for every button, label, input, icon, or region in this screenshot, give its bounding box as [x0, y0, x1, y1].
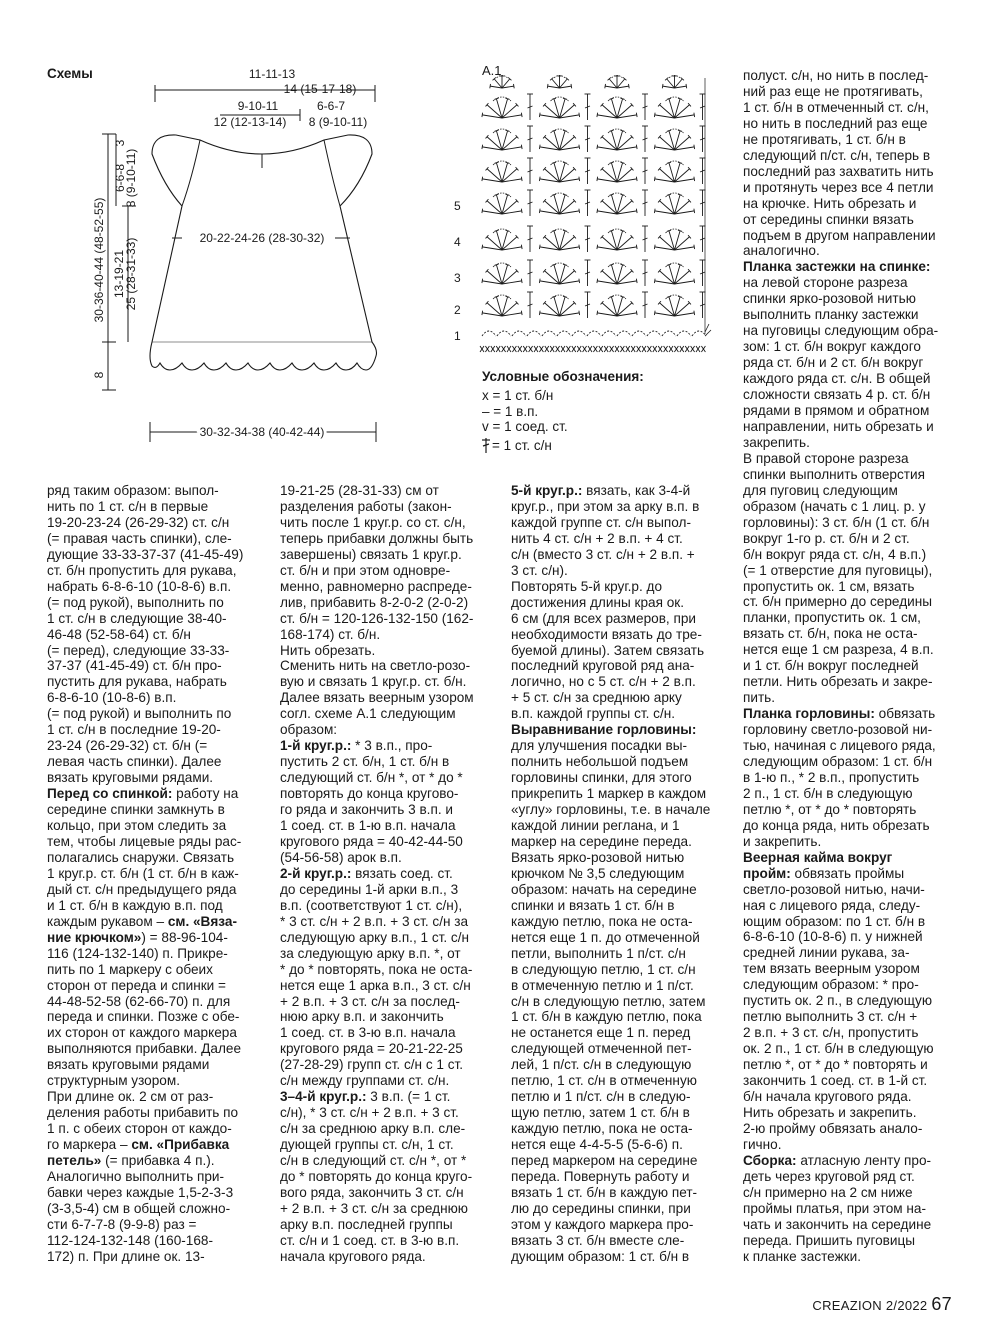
dc-symbol-icon [480, 437, 492, 453]
dim-vert-top: 3 [113, 139, 127, 147]
chart-fan [654, 229, 694, 250]
chart-sc-mark [556, 346, 560, 352]
dim-width-mid: 20-22-24-26 (28-30-32) [199, 231, 325, 245]
chart-row-label: 4 [454, 235, 461, 249]
chart-sc-mark [588, 346, 592, 352]
legend-item-dc-text: = 1 ст. с/н [492, 438, 552, 453]
chart-row-label: 3 [454, 271, 461, 285]
chart-sc-mark [545, 346, 549, 352]
chart-sc-mark [518, 346, 522, 352]
chart-chain-arc [587, 331, 601, 336]
chart-sc-mark [593, 346, 597, 352]
chart-sc-mark [701, 346, 705, 352]
chart-sc-mark [534, 346, 538, 352]
chart-sc-mark [631, 346, 635, 352]
chart-sc-mark [566, 346, 570, 352]
chart-chain-arc [602, 331, 616, 336]
dress-outline [150, 135, 377, 370]
chart-fan [482, 229, 522, 250]
chart-sc-mark [653, 346, 657, 352]
chart-sc-mark [664, 346, 668, 352]
col1-text-d: (= прибавка 4 п.). Аналогично выполнить при- бавки через каждые 1,5-2-3-3 (3-3,5-4) см в общей сложно- сти 6-7-7-8 (9-9-8) раз = 112-124-132-148 (160-168- 172) п. При длине ок. 13- [47, 1153, 234, 1264]
crochet-chart-a1 [450, 74, 725, 359]
dress-schematic [80, 60, 400, 455]
chart-sc-mark [529, 346, 533, 352]
dim-top1: 11-11-13 [248, 67, 296, 81]
col4-heading-placket: Планка застежки на спинке: [743, 259, 931, 275]
col3-text-b: для улучшения посадки вы- полнить небольшой подъем горловины спинки, для этого прикрепить 1 маркер в каждом «углу» горловины, т.е. в начале каждой линии реглана, и 1 маркер на середине переда. Вязать ярко-розовой нитью крючком № 3,5 следующим образом: начать на середине спинки и вязать 1 ст. б/н в каждую петлю, пока не оста- нется еще 1 п. до отмеченной петли, выполнить 1 п/ст. с/н в следующую петлю, 1 ст. с/н в отмеченную петлю и 1 п/ст. с/н в следующую петлю, затем 1 ст. б/н в каждую петлю, пока не останется еще 1 п. перед следующей отмеченной пет- лей, 1 п/ст. с/н в следующую петлю, 1 ст. с/н в отмеченную петлю и 1 п/ст. с/н в следую- щую петлю, затем 1 ст. б/н в каждую петлю, пока не оста- нется еще 4-4-5-5 (5-6-6) п. перед маркером на середине переда. Повернуть работу и вязать 1 ст. б/н в каждую пет- лю до середины спинки, при этом у каждого маркера про- вязать 3 ст. б/н вместе сле- дующим образом: 1 ст. б/н в [511, 738, 711, 1264]
col1-ref-increase: см. «Прибавка петель» [47, 1137, 230, 1169]
chart-chain-arc [677, 331, 691, 336]
chart-fan [539, 295, 579, 316]
text-column-2 [280, 483, 474, 1265]
dim-vert-mid-b: 25 (28-31-33) [124, 237, 138, 311]
chart-sc-mark [523, 346, 527, 352]
chart-fan [654, 295, 694, 316]
chart-fan [539, 193, 579, 214]
col3-text-a: вязать, как 3-4-й круг.р., при этом за арку в.п. в каждой группе ст. с/н выпол- нить 4 ст. с/н + 2 в.п. + 4 ст. с/н (вместо 3 ст. с/н + 2 в.п. + 3 ст. с/н). Повторять 5-й круг.р. до достижения длины края ок. 6 см (для всех размеров, при необходимости вязать до тре- буемой длины). Затем связать последний круговой ряд ана- логично, но с 5 ст. с/н + 2 в.п. + 5 ст. с/н за среднюю арку в.п. каждой группы ст. с/н. [511, 483, 705, 722]
chart-sc-mark [626, 346, 630, 352]
chart-fan [662, 75, 686, 88]
chart-fan [605, 75, 629, 88]
chart-chain-arc [542, 331, 556, 336]
col2-heading-round2: 2-й круг.р.: [280, 865, 352, 881]
legend-item-dc [480, 437, 552, 453]
chart-row-label: 2 [454, 303, 461, 317]
chart-sc-mark [615, 346, 619, 352]
chart-title: A.1 [482, 63, 502, 78]
chart-sc-mark [642, 346, 646, 352]
dim-top2: 14 (15-17-18) [283, 82, 357, 96]
chart-fan [539, 263, 579, 284]
chart-fan [482, 129, 522, 150]
col2-heading-round3-4: 3–4-й круг.р.: [280, 1089, 367, 1105]
chart-sc-mark [620, 346, 624, 352]
chart-chain-arc [497, 331, 511, 336]
dim-shoulder-b: 8 (9-10-11) [308, 115, 368, 129]
chart-sc-mark [572, 346, 576, 352]
chart-fan [597, 263, 637, 284]
chart-fan [654, 129, 694, 150]
chart-sc-mark [550, 346, 554, 352]
chart-fan [597, 229, 637, 250]
dim-vert-mid-a: 13-19-21 [112, 249, 126, 299]
chart-fan [539, 97, 579, 118]
col2-text-a: 19-21-25 (28-31-33) см от разделения работы (закон- чить после 1 круг.р. со ст. с/н, теперь прибавки должны быть завершены) связать 1 круг.р. ст. б/н и при этом одновре- менно, равномерно распреде- лив, прибавить 8-2-0-2 (2-0-2) ст. б/н = 120-126-132-150 (162- 168-174) ст. б/н. Нить обрезать. Сменить нить на светло-розо- вую и связать 1 круг.р. ст. б/н. Далее вязать веерным узором согл. схеме А.1 следующим образом: [280, 483, 474, 738]
chart-fan [597, 97, 637, 118]
chart-sc-mark [496, 346, 500, 352]
chart-sc-mark [583, 346, 587, 352]
chart-sc-mark [539, 346, 543, 352]
chart-fan [482, 161, 522, 182]
chart-fan [490, 75, 514, 88]
chart-fan [547, 75, 571, 88]
col3-heading-round5: 5-й круг.р.: [511, 483, 583, 498]
chart-fan [539, 129, 579, 150]
chart-chain-arc [572, 331, 586, 336]
col4-text-b: на левой стороне разреза спинки ярко-розовой нитью выполнить планку застежки на пуговицы следующим обра- зом: 1 ст. б/н вокруг каждого ряда ст. б/н и 2 ст. б/н вокруг каждого ряда ст. с/н. В общей сложности связать 4 р. ст. б/н рядами в прямом и обратном направлении, нить обрезать и закрепить. В правой стороне разреза спинки выполнить отверстия для пуговиц следующим образом (начать с 1 лиц. р. у горловины): 3 ст. б/н (1 ст. б/н вокруг 1-го р. ст. б/н и 2 ст. б/н вокруг ряда ст. с/н, 4 в.п.) (= 1 отверстие для пуговицы), пропустить ок. 1 см, вязать ст. б/н примерно до середины планки, пропустить ок. 1 см, вязать ст. б/н, пока не оста- нется еще 1 см разреза, 4 в.п. и 1 ст. б/н вокруг последней петли. Нить обрезать и закре- пить. [743, 275, 939, 706]
chart-fan [482, 295, 522, 316]
dim-vert-total: 30-36-40-44 (48-52-55) [92, 197, 106, 323]
col1-text: ряд таким образом: выпол- нить по 1 ст. с/н в первые 19-20-23-24 (26-29-32) ст. с/н (= правая часть спинки), сле- дующие 33-33-37-37 (41-45-49) ст. б/н пропустить для рукава, набрать 6-8-6-10 (10-8-6) в.п. (= под рукой), выполнить по 1 ст. с/н в следующие 38-40- 46-48 (52-58-64) ст. б/н (= перед), следующие 33-33- 37-37 (41-45-49) ст. б/н про- пустить для рукава, набрать 6-8-6-10 (10-8-6) в.п. (= под рукой) и выполнить по 1 ст. с/н в последние 19-20- 23-24 (26-29-32) ст. б/н (= левая часть спинки). Далее вязать круговыми рядами. [47, 483, 244, 786]
chart-fan [482, 193, 522, 214]
chart-sc-mark [604, 346, 608, 352]
text-column-4 [743, 68, 938, 1264]
dim-neck-b: 12 (12-13-14) [213, 115, 287, 129]
chart-fan [597, 295, 637, 316]
chart-sc-mark [658, 346, 662, 352]
col4-heading-armhole-edging: Веерная кайма вокруг пройм: [743, 849, 893, 881]
chart-fan [597, 129, 637, 150]
chart-chain-arc [692, 331, 706, 336]
chart-fan [597, 193, 637, 214]
chart-fan [654, 161, 694, 182]
dim-vert-bottom: 8 [92, 371, 106, 379]
col2-text-c: вязать соед. ст. до середины 1-й арки в.п., 3 в.п. (соответствуют 1 ст. с/н), * 3 ст. с/н + 2 в.п. + 3 ст. с/н за следующую арку в.п., 1 ст. с/н за следующую арку в.п. *, от * до * повторять, пока не оста- нется еще 1 арка в.п., 3 ст. с/н + 2 в.п. + 3 ст. с/н за послед- нюю арку в.п. и закончить 1 соед. ст. в 3-ю в.п. начала кругового ряда = 20-21-22-25 (27-28-29) групп ст. с/н с 1 ст. с/н между группами ст. с/н. [280, 865, 473, 1089]
chart-chain-arc [557, 331, 571, 336]
col4-text-d: обвязать проймы светло-розовой нитью, начи- ная с лицевого ряда, следу- ющим образом: по 1 ст. б/н в 6-8-6-10 (10-8-6) п. у нижней средней линии рукава, за- тем вязать веерным узором следующим образом: * про- пустить ок. 2 п., в следующую петлю выполнить 3 ст. с/н + 2 в.п. + 3 ст. с/н, пропустить ок. 2 п., 1 ст. б/н в следующую петлю *, от * до * повторять и закончить 1 соед. ст. в 1-й ст. б/н начала кругового ряда. Нить обрезать и закрепить. 2-ю пройму обвязать анало- гично. [743, 865, 934, 1152]
text-column-3 [511, 483, 710, 1265]
col1-text-b: работу на середине спинки замкнуть в кольцо, при этом следить за тем, чтобы лицевые ряды рас- полагались снаружи. Связать 1 круг.р. ст. б/н (1 ст. б/н в каж- дый ст. с/н предыдущего ряда и 1 ст. б/н в каждую в.п. под каждым рукавом – [47, 786, 242, 929]
chart-sc-mark [561, 346, 565, 352]
text-column-1 [47, 483, 243, 1265]
chart-row-label: 5 [454, 199, 461, 213]
chart-fan [539, 229, 579, 250]
chart-sc-mark [491, 346, 495, 352]
legend-item-ch: – = 1 в.п. [482, 404, 539, 419]
schemes-title: Схемы [47, 66, 93, 81]
col4-text-a: полуст. с/н, но нить в послед- ний раз еще не протягивать, 1 ст. б/н в отмеченный ст. с/н, но нить в последний раз еще не протягивать, 1 ст. б/н в следующий п/ст. с/н, теперь в последний раз захватить нить и протянуть через все 4 петли на крючке. Нить обрезать и от середины спинки вязать подъем в другом направлении аналогично. [743, 68, 936, 259]
col2-text-d: 3 в.п. (= 1 ст. с/н), * 3 ст. с/н + 2 в.п. + 3 ст. с/н за среднюю арку в.п. сле- дующей группы ст. с/н, 1 ст. с/н в следующий ст. с/н *, от * до * повторять до конца круго- вого ряда, закончить 3 ст. с/н + 2 в.п. + 3 ст. с/н за среднюю арку в.п. последней группы ст. с/н и 1 соед. ст. в 3-ю в.п. начала кругового ряда. [280, 1089, 473, 1264]
chart-sc-mark [507, 346, 511, 352]
chart-sc-mark [685, 346, 689, 352]
dim-vert-arm-a: 6-6-8 [113, 163, 127, 193]
col4-heading-assembly: Сборка: [743, 1152, 797, 1168]
chart-chain-arc [617, 331, 631, 336]
chart-sc-mark [691, 346, 695, 352]
chart-sc-mark [577, 346, 581, 352]
chart-fan [654, 263, 694, 284]
chart-fan [482, 263, 522, 284]
chart-row-label: 1 [454, 329, 461, 343]
chart-sc-mark [485, 346, 489, 352]
chart-sc-mark [599, 346, 603, 352]
chart-chain-arc [482, 331, 496, 336]
chart-chain-arc [632, 331, 646, 336]
col2-text-b: * 3 в.п., про- пустить 2 ст. б/н, 1 ст. б/н в следующий ст. б/н *, от * до * повторять до конца кругово- го ряда и закончить 3 в.п. и 1 соед. ст. в 1-ю в.п. начала кругового ряда = 40-42-44-50 (54-56-58) арок в.п. [280, 738, 463, 865]
chart-sc-mark [680, 346, 684, 352]
legend-item-slst: v = 1 соед. ст. [482, 419, 568, 434]
col1-text-c: ) = 88-96-104- 116 (124-132-140) п. Прикре- пить по 1 маркеру с обеих сторон от переда и спинки = 44-48-52-58 (62-66-70) п. для переда и спинки. Позже с обе- их сторон от каждого маркера выполняются прибавки. Далее вязать круговыми рядами структурным узором. При длине ок. 2 см от раз- деления работы прибавить по 1 п. с обеих сторон от каждо- го маркера – [47, 929, 242, 1153]
magazine-name: CREAZION 2/2022 [812, 1298, 928, 1313]
chart-sc-mark [696, 346, 700, 352]
chart-chain-arc [662, 331, 676, 336]
page-footer [812, 1294, 952, 1315]
chart-sc-mark [674, 346, 678, 352]
chart-sc-mark [669, 346, 673, 352]
chart-sc-mark [610, 346, 614, 352]
chart-sc-mark [647, 346, 651, 352]
legend-title: Условные обозначения: [482, 369, 644, 384]
chart-chain-arc [527, 331, 541, 336]
col3-heading-neckline: Выравнивание горловины: [511, 722, 697, 738]
chart-sc-mark [502, 346, 506, 352]
chart-sc-mark [512, 346, 516, 352]
col1-ref-crochet: см. «Вяза- ние крючком» [47, 913, 237, 945]
col1-heading-front-back: Перед со спинкой: [47, 786, 173, 802]
col2-heading-round1: 1-й круг.р.: [280, 738, 352, 754]
chart-fan [654, 193, 694, 214]
col4-text-c: обвязать горловину светло-розовой ни- тью, начиная с лицевого ряда, следующим образом: 1 ст. б/н в 1-ю п., * 2 в.п., пропустить 2 п., 1 ст. б/н в следующую петлю *, от * до * повторять до конца ряда, нить обрезать и закрепить. [743, 706, 936, 849]
col4-text-e: атласную ленту про- деть через круговой ряд ст. с/н примерно на 2 см ниже проймы платья, при этом на- чать и закончить на середине переда. Пришить пуговицы к планке застежки. [743, 1152, 932, 1264]
chart-chain-arc [647, 331, 661, 336]
page-number: 67 [931, 1294, 952, 1314]
dim-neck-a: 9-10-11 [237, 99, 279, 113]
dim-width-bottom: 30-32-34-38 (40-42-44) [199, 425, 325, 439]
chart-fan [539, 161, 579, 182]
chart-fan [482, 97, 522, 118]
chart-sc-mark [480, 346, 484, 352]
dim-shoulder-a: 6-6-7 [316, 99, 346, 113]
col4-heading-neckband: Планка горловины: [743, 706, 875, 722]
legend-item-sc: x = 1 ст. б/н [482, 388, 554, 403]
chart-slst-mark [705, 324, 711, 336]
chart-sc-mark [637, 346, 641, 352]
chart-fan [597, 161, 637, 182]
dim-vert-arm-b: 8 (9-10-11) [124, 148, 138, 208]
chart-fan [654, 97, 694, 118]
chart-chain-arc [512, 331, 526, 336]
